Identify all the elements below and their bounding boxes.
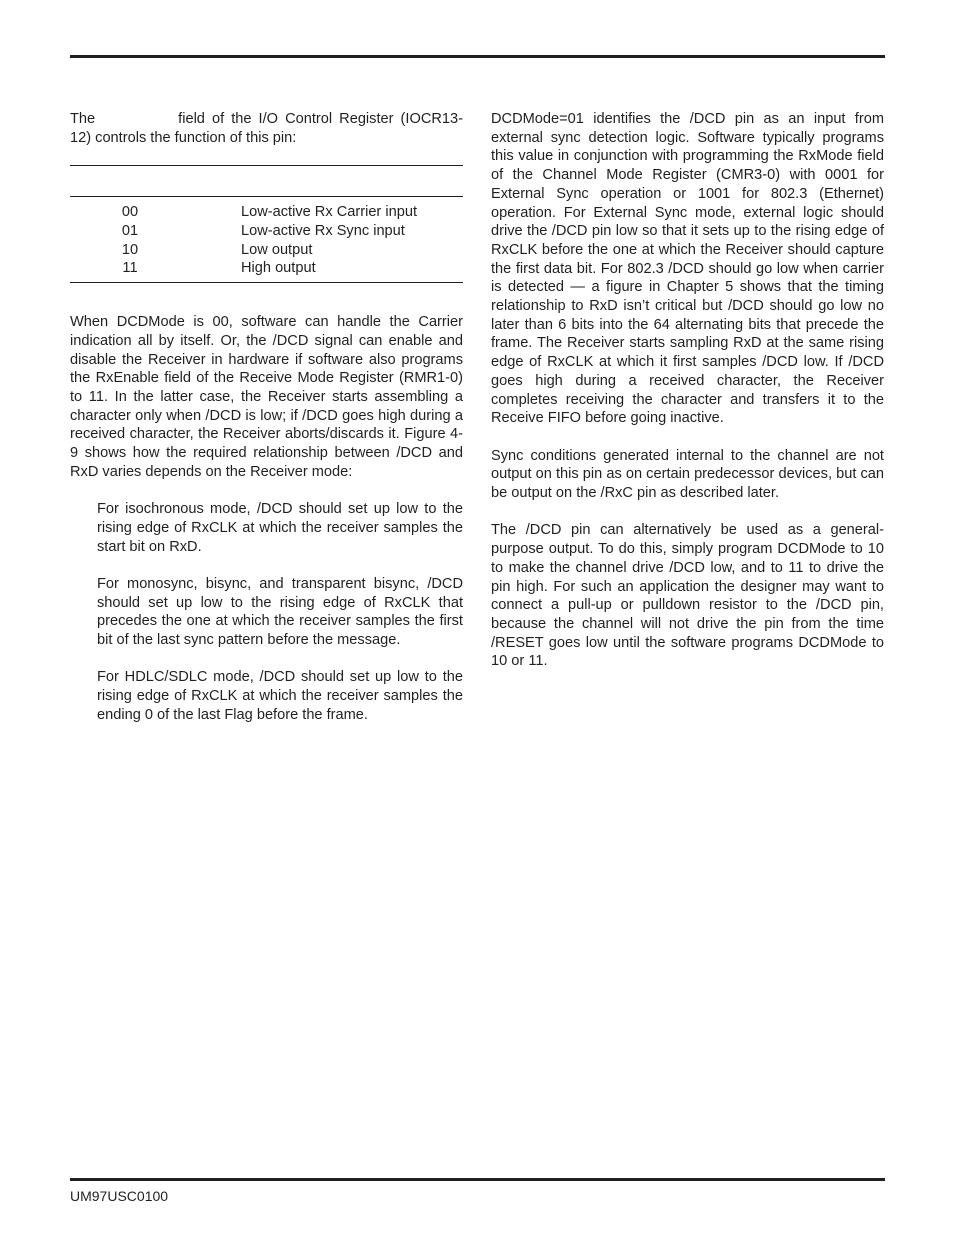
table-header bbox=[70, 166, 463, 196]
intro-text: field of the I/O Control Register (IOCR13-12) controls the function of this pin: bbox=[70, 111, 463, 146]
monosync-item: For monosync, bisync, and transparent bisync, /DCD should set up low to the rising edge of RxCLK that precedes the one at which the receiver samples the first bit of the last sync pattern before the message. bbox=[97, 575, 463, 649]
table-bottom-rule bbox=[70, 282, 463, 283]
sync-conditions-paragraph: Sync conditions generated internal to the channel are not output on this pin as on certain predecessor devices, but can be output on the /RxC pin as described later. bbox=[491, 447, 884, 502]
dcdmode-00-paragraph: When DCDMode is 00, software can handle the Carrier indication all by itself. Or, the /DCD signal can enable and disable the Receiver in hardware if software also programs the RxEnable field of the Receive Mode Register (RMR1-0) to 11. In the latter case, the Receiver starts assembling a character only when /DCD is low; if /DCD goes high during a received character, the Receiver aborts/discards it. Figure 4-9 shows how the required relationship between /DCD and RxD varies depends on the Receiver mode: bbox=[70, 314, 463, 480]
document-id: UM97USC0100 bbox=[70, 1188, 169, 1204]
table-desc-cell: High output bbox=[241, 260, 316, 277]
dcdmode-01-paragraph: DCDMode=01 identifies the /DCD pin as an input from external sync detection logic. Software typically programs this value in conjunction with programming the RxMode field of the Channel Mode Register (CMR3-0) with 0001 for External Sync operation or 1001 for 802.3 (Ethernet) operation. For External Sync mode, external logic should drive the /DCD pin low so that it sets up to the rising edge of RxCLK before the one at which the Receiver should capture the first data bit. For 802.3 /DCD should go low when carrier is detected — a figure in Chapter 5 shows that the timing relationship to RxD isn’t critical but /DCD should go low no later than 6 bits into the 64 alternating bits that precede the frame. The Receiver starts sampling RxD at the same rising edge of RxCLK at which it first samples /DCD low. If /DCD goes high during a received character, the Receiver completes receiving the character and transfers it to the Receive FIFO before going inactive. bbox=[491, 111, 884, 427]
header-rule bbox=[70, 55, 885, 58]
isochronous-item: For isochronous mode, /DCD should set up low to the rising edge of RxCLK at which the receiver samples the start bit on RxD. bbox=[97, 501, 463, 555]
table-desc-cell: Low-active Rx Sync input bbox=[241, 223, 405, 240]
table-desc-cell: Low-active Rx Carrier input bbox=[241, 204, 417, 221]
table-code-cell: 10 bbox=[121, 241, 139, 258]
table-desc-cell: Low output bbox=[241, 241, 313, 258]
footer-rule bbox=[70, 1178, 885, 1181]
table-row bbox=[70, 259, 463, 278]
right-column bbox=[491, 110, 884, 671]
table-code-cell: 01 bbox=[121, 223, 139, 240]
general-output-paragraph: The /DCD pin can alternatively be used as a general-purpose output. To do this, simply program DCDMode to 10 to make the channel drive /DCD low, and to 11 to drive the pin high. For such an application the designer may want to connect a pull-up or pulldown resistor to the /DCD pin, because the channel will not drive the pin from the time /RESET goes low until the software programs DCDMode to 10 or 11. bbox=[491, 522, 884, 670]
left-column bbox=[70, 110, 463, 725]
intro-paragraph bbox=[70, 110, 463, 147]
table-row bbox=[70, 203, 463, 222]
dcdmode-table bbox=[70, 165, 463, 283]
table-row bbox=[70, 241, 463, 260]
table-row bbox=[70, 222, 463, 241]
table-code-cell: 00 bbox=[121, 204, 139, 221]
hdlc-item: For HDLC/SDLC mode, /DCD should set up low to the rising edge of RxCLK at which the receiver samples the ending 0 of the last Flag before the frame. bbox=[97, 669, 463, 723]
intro-prefix: The bbox=[70, 111, 96, 127]
table-code-cell: 11 bbox=[122, 260, 138, 277]
